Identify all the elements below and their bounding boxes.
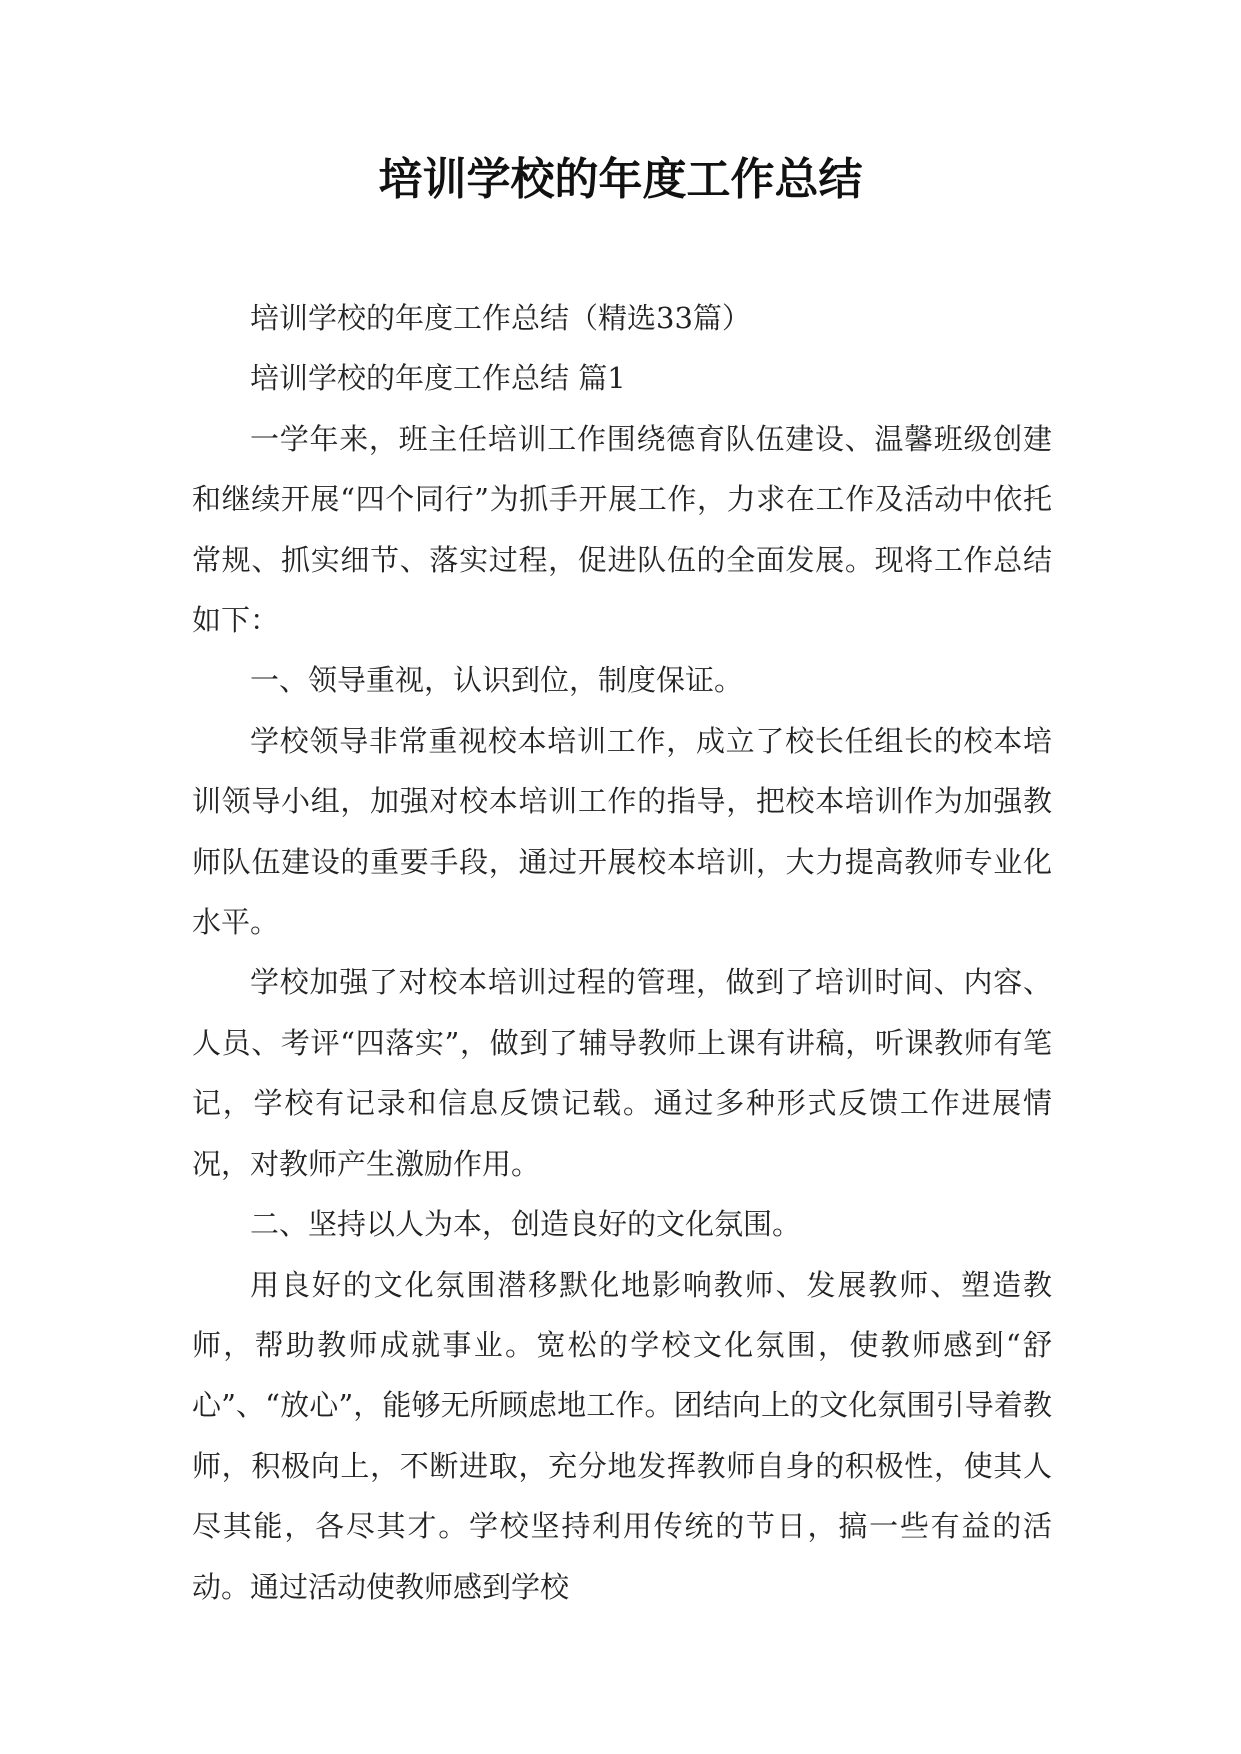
- section-heading: 二、坚持以人为本，创造良好的文化氛围。: [250, 1207, 802, 1242]
- body-paragraph: 学校领导非常重视校本培训工作，成立了校长任组长的校本培训领导小组，加强对校本培训工作的指导，把校本培训作为加强教师队伍建设的重要手段，通过开展校本培训，大力提高教师专业化水平。: [192, 723, 1052, 940]
- section-heading: 一、领导重视，认识到位，制度保证。: [250, 663, 744, 698]
- document-body: [192, 288, 1052, 1617]
- body-paragraph: 一学年来，班主任培训工作围绕德育队伍建设、温馨班级创建和继续开展“四个同行”为抓手开展工作，力求在工作及活动中依托常规、抓实细节、落实过程，促进队伍的全面发展。现将工作总结如下：: [192, 421, 1052, 638]
- body-paragraph: 学校加强了对校本培训过程的管理，做到了培训时间、内容、人员、考评“四落实”，做到了辅导教师上课有讲稿，听课教师有笔记，学校有记录和信息反馈记载。通过多种形式反馈工作进展情况，对教师产生激励作用。: [192, 965, 1052, 1181]
- body-paragraph: 用良好的文化氛围潜移默化地影响教师、发展教师、塑造教师，帮助教师成就事业。宽松的学校文化氛围，使教师感到“舒心”、“放心”，能够无所顾虑地工作。团结向上的文化氛围引导着教师，积极向上，不断进取，充分地发挥教师自身的积极性，使其人尽其能，各尽其才。学校坚持利用传统的节日，搞一些有益的活动。通过活动使教师感到学校: [192, 1267, 1052, 1604]
- section-heading: 培训学校的年度工作总结 篇1: [250, 361, 626, 396]
- document-title: 培训学校的年度工作总结: [378, 154, 863, 205]
- subtitle-paragraph: 培训学校的年度工作总结（精选33篇）: [250, 301, 751, 335]
